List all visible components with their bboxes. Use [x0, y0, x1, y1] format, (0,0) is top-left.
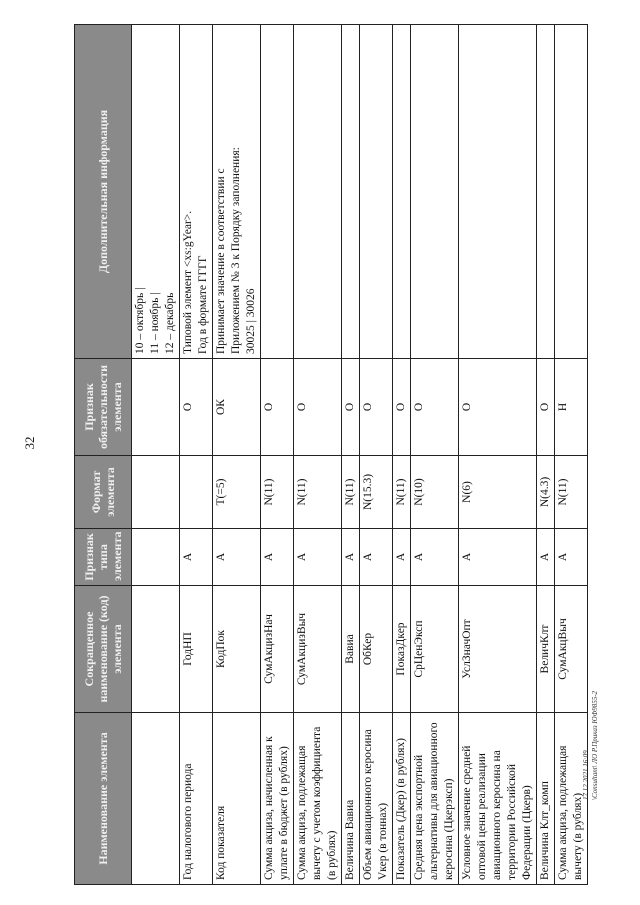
cell-info: [360, 25, 393, 359]
table-row: [537, 25, 555, 885]
cell-info: [213, 25, 261, 359]
cell-format: N(11): [342, 456, 360, 529]
cell-format: [180, 456, 213, 529]
cell-info: [294, 25, 342, 359]
table-row: [213, 25, 261, 885]
cell-format: N(11): [294, 456, 342, 529]
info-line: Принимает значение в соответствии с: [215, 168, 227, 354]
cell-type: А: [555, 529, 588, 586]
cell-info: [555, 25, 588, 359]
cell-name: Год налогового периода: [180, 713, 213, 885]
cell-format: N(6): [459, 456, 537, 529]
cell-format: T(=5): [213, 456, 261, 529]
table-row: [180, 25, 213, 885]
cell-required: О: [180, 359, 213, 456]
page-number: 32: [22, 436, 37, 450]
header-name: Наименование элемента: [75, 713, 132, 885]
cell-code: ПоказДкер: [393, 586, 411, 713]
cell-required: О: [537, 359, 555, 456]
cell-code: [132, 586, 180, 713]
cell-type: А: [459, 529, 537, 586]
cell-info: [132, 25, 180, 359]
info-line: Типовой элемент <xs:gYear>.: [182, 210, 194, 354]
cell-code: Вавиа: [342, 586, 360, 713]
info-line: 11 – ноябрь |: [149, 292, 161, 354]
info-line: 30025 | 30026: [245, 288, 257, 354]
cell-info: [459, 25, 537, 359]
footer-timestamp: 17.12.2021 16:09: [582, 750, 590, 800]
cell-required: О: [360, 359, 393, 456]
cell-format: N(11): [555, 456, 588, 529]
header-format: Формат элемента: [75, 456, 132, 529]
table-row: [294, 25, 342, 885]
cell-info: [261, 25, 294, 359]
cell-required: ОК: [213, 359, 261, 456]
cell-code: КодПок: [213, 586, 261, 713]
cell-info: [393, 25, 411, 359]
cell-required: О: [411, 359, 459, 456]
rotated-table-wrapper: [74, 25, 584, 885]
info-line: Приложением № 3 к Порядку заполнения:: [230, 147, 242, 354]
cell-type: А: [411, 529, 459, 586]
table-row: [360, 25, 393, 885]
cell-name: Средняя цена экспортной альтернативы для авиационного керосина (Цкерэксп): [411, 713, 459, 885]
cell-name: Величина Вавиа: [342, 713, 360, 885]
cell-type: А: [261, 529, 294, 586]
cell-type: А: [180, 529, 213, 586]
cell-name: Величина Клт_комп: [537, 713, 555, 885]
cell-code: ГодНП: [180, 586, 213, 713]
table-row: [132, 25, 180, 885]
cell-required: О: [294, 359, 342, 456]
table-row: [342, 25, 360, 885]
info-line: 10 – октябрь |: [134, 287, 146, 354]
cell-code: СрЦенЭксп: [411, 586, 459, 713]
cell-format: N(11): [261, 456, 294, 529]
cell-format: N(4.3): [537, 456, 555, 529]
cell-required: О: [261, 359, 294, 456]
cell-name: Объем авиационного керосина Vкер (в тоннах): [360, 713, 393, 885]
cell-type: А: [213, 529, 261, 586]
table-row: [411, 25, 459, 885]
table-row: [459, 25, 537, 885]
cell-name: Сумма акциза, подлежащая вычету с учетом коэффициента (в рублях): [294, 713, 342, 885]
header-row: [75, 25, 132, 885]
cell-format: [132, 456, 180, 529]
header-type: Признак типа элемента: [75, 529, 132, 586]
header-required: Признак обязательности элемента: [75, 359, 132, 456]
table-row: [261, 25, 294, 885]
cell-info: [537, 25, 555, 359]
cell-code: ОбКер: [360, 586, 393, 713]
cell-code: ВеличКлт: [537, 586, 555, 713]
cell-code: СумАкцизВыч: [294, 586, 342, 713]
info-line: 12 – декабрь: [164, 292, 176, 354]
cell-type: А: [294, 529, 342, 586]
cell-format: N(11): [393, 456, 411, 529]
cell-info: [180, 25, 213, 359]
cell-required: Н: [555, 359, 588, 456]
info-line: Год в формате ГГГГ: [197, 255, 209, 354]
cell-required: [132, 359, 180, 456]
cell-format: N(15.3): [360, 456, 393, 529]
cell-name: Условное значение средней оптовой цены реализации авиационного керосина на территории Российской Федерации (Цкерв): [459, 713, 537, 885]
table-row: [555, 25, 588, 885]
cell-type: А: [360, 529, 393, 586]
cell-code: СумАкцВыч: [555, 586, 588, 713]
cell-code: УслЗначОпт: [459, 586, 537, 713]
cell-type: А: [537, 529, 555, 586]
cell-required: О: [342, 359, 360, 456]
elements-table: [74, 24, 588, 885]
cell-name: [132, 713, 180, 885]
cell-name: Код показателя: [213, 713, 261, 885]
cell-info: [342, 25, 360, 359]
header-code: Сокращенное наименование (код) элемента: [75, 586, 132, 713]
cell-name: Показатель (Дкер) (в рублях): [393, 713, 411, 885]
footer-source: \Consultant\ ЛО Р.Приказ ЮФ9855-2: [591, 690, 599, 800]
header-info: Дополнительная информация: [75, 25, 132, 359]
cell-type: А: [342, 529, 360, 586]
cell-name: Сумма акциза, подлежащая вычету (в рублях): [555, 713, 588, 885]
cell-code: СумАкцизНач: [261, 586, 294, 713]
cell-type: А: [393, 529, 411, 586]
cell-format: N(10): [411, 456, 459, 529]
cell-info: [411, 25, 459, 359]
cell-type: [132, 529, 180, 586]
table-row: [393, 25, 411, 885]
cell-required: О: [459, 359, 537, 456]
cell-name: Сумма акциза, начисленная к уплате в бюджет (в рублях): [261, 713, 294, 885]
cell-required: О: [393, 359, 411, 456]
